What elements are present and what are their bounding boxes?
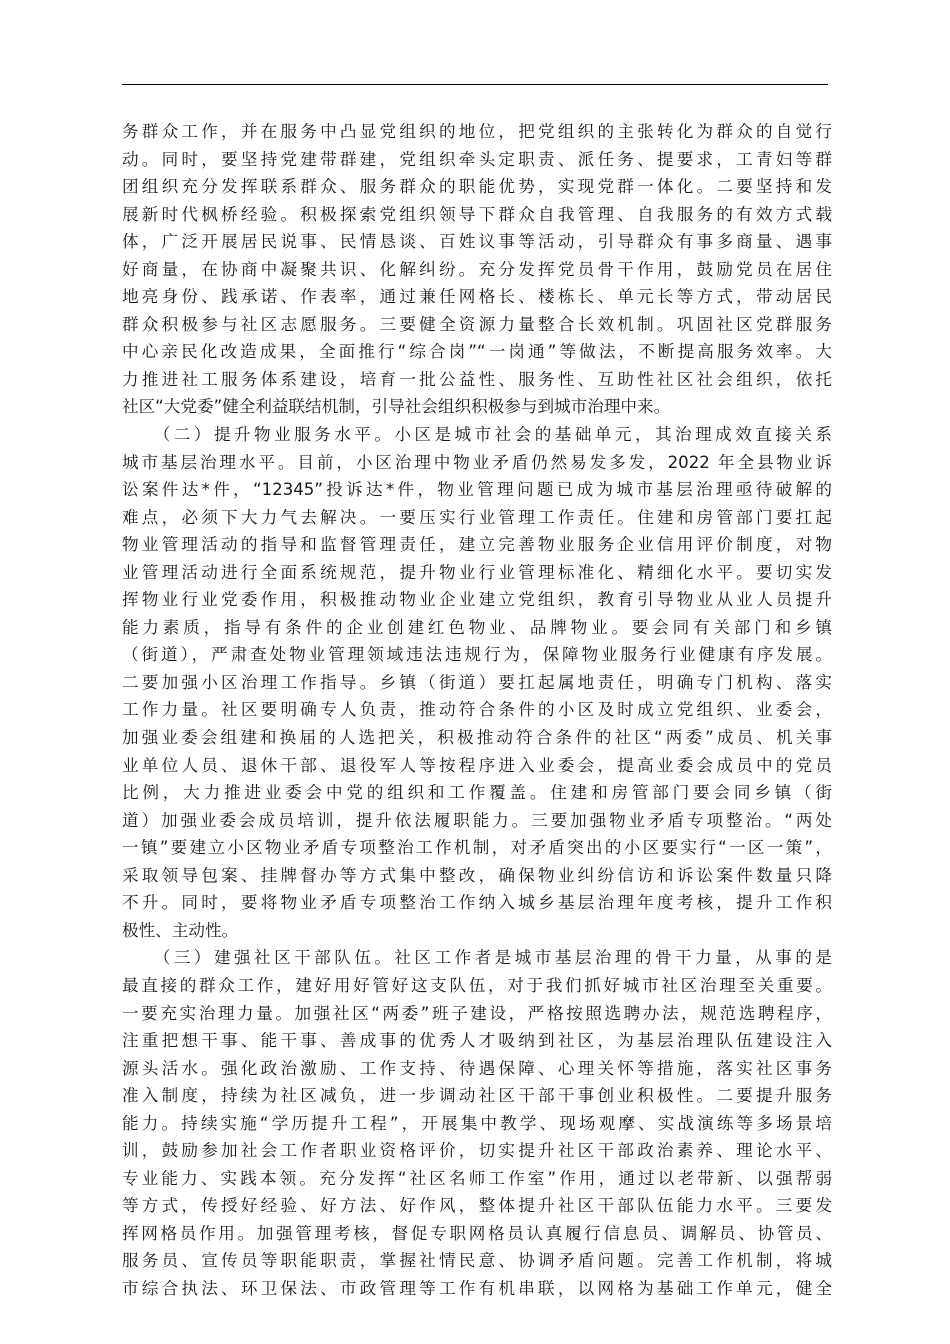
text-line: 不升。同时，要将物业矛盾专项整治工作纳入城乡基层治理年度考核，提升工作积 [122,893,832,913]
text-line: 服务员、宣传员等职能职责，掌握社情民意、协调矛盾问题。完善工作机制，将城 [122,1251,832,1271]
text-line: 展新时代枫桥经验。积极探索党组织领导下群众自我管理、自我服务的有效方式载 [122,204,832,224]
text-line: 能力素质，指导有条件的企业创建红色物业、品牌物业。要会同有关部门和乡镇 [122,617,832,637]
text-line: 准入制度，持续为社区减负，进一步调动社区干部干事创业积极性。二要提升服务 [122,1086,832,1106]
text-line: 最直接的群众工作，建好用好管好这支队伍，对于我们抓好城市社区治理至关重要。 [122,975,832,995]
text-line: 力推进社工服务体系建设，培育一批公益性、服务性、互助性社区社会组织，依托 [122,369,832,389]
text-line: 体，广泛开展居民说事、民情恳谈、百姓议事等活动，引导群众有事多商量、遇事 [122,232,832,252]
text-line: 团组织充分发挥联系群众、服务群众的职能优势，实现党群一体化。二要坚持和发 [122,177,832,197]
text-line: 能力。持续实施“学历提升工程”，开展集中教学、现场观摩、实战演练等多场景培 [122,1113,832,1133]
text-line: 等方式，传授好经验、好方法、好作风，整体提升社区干部队伍能力水平。三要发 [122,1196,832,1216]
text-line: 道）加强业委会成员培训，提升依法履职能力。三要加强物业矛盾专项整治。“两处 [122,810,832,830]
text-line: 专业能力、实践本领。充分发挥“社区名师工作室”作用，通过以老带新、以强帮弱 [122,1168,832,1188]
text-line: （街道），严肃查处物业管理领域违法违规行为，保障物业服务行业健康有序发展。 [122,645,832,665]
text-line: 二要加强小区治理工作指导。乡镇（街道）要扛起属地责任，明确专门机构、落实 [122,672,832,692]
text-line: 地亮身份、践承诺、作表率，通过兼任网格长、楼栋长、单元长等方式，带动居民 [122,287,832,307]
text-line: 训，鼓励参加社会工作者职业资格评价，切实提升社区干部政治素养、理论水平、 [122,1141,832,1161]
text-line: 动。同时，要坚持党建带群建，党组织牵头定职责、派任务、提要求，工青妇等群 [122,149,832,169]
text-line: 务群众工作，并在服务中凸显党组织的地位，把党组织的主张转化为群众的自觉行 [122,122,832,141]
header-rule [122,84,828,85]
text-line: 一镇”要建立小区物业矛盾专项整治工作机制，对矛盾突出的小区要实行“一区一策”， [122,838,832,858]
text-line: 好商量，在协商中凝聚共识、化解纠纷。充分发挥党员骨干作用，鼓励党员在居住 [122,259,832,279]
text-line: 加强业委会组建和换届的人选把关，积极推动符合条件的社区“两委”成员、机关事 [122,728,832,748]
text-line: （二）提升物业服务水平。小区是城市社会的基础单元，其治理成效直接关系 [122,425,832,445]
text-line: 一要充实治理力量。加强社区“两委”班子建设，严格按照选聘办法，规范选聘程序， [122,1003,832,1023]
text-line: 采取领导包案、挂牌督办等方式集中整改，确保物业纠纷信访和诉讼案件数量只降 [122,865,832,885]
text-line: 源头活水。强化政治激励、工作支持、待遇保障、心理关怀等措施，落实社区事务 [122,1058,832,1078]
text-line: 比例，大力推进业委会中党的组织和工作覆盖。住建和房管部门要会同乡镇（街 [122,783,832,803]
text-line: 业单位人员、退休干部、退役军人等按程序进入业委会，提高业委会成员中的党员 [122,755,832,775]
text-line: 业管理活动进行全面系统规范，提升物业行业管理标准化、精细化水平。要切实发 [122,562,832,582]
text-line: 难点，必须下大力气去解决。一要压实行业管理工作责任。住建和房管部门要扛起 [122,507,832,527]
text-line: 城市基层治理水平。目前，小区治理中物业矛盾仍然易发多发，2022 年全县物业诉 [122,452,832,472]
text-line: （三）建强社区干部队伍。社区工作者是城市基层治理的骨干力量，从事的是 [122,948,832,968]
text-line: 极性、主动性。 [122,920,239,940]
body-text [122,118,832,1303]
text-line: 群众积极参与社区志愿服务。三要健全资源力量整合长效机制。巩固社区党群服务 [122,314,832,334]
text-line: 注重把想干事、能干事、善成事的优秀人才吸纳到社区，为基层治理队伍建设注入 [122,1031,832,1051]
text-line: 挥网格员作用。加强管理考核，督促专职网格员认真履行信息员、调解员、协管员、 [122,1223,832,1243]
text-line: 工作力量。社区要明确专人负责，推动符合条件的小区及时成立党组织、业委会， [122,700,832,720]
text-line: 中心亲民化改造成果，全面推行“综合岗”“一岗通”等做法，不断提高服务效率。大 [122,342,832,362]
text-line: 讼案件达*件，“12345”投诉达*件，物业管理问题已成为城市基层治理亟待破解的 [122,480,832,500]
text-line: 社区“大党委”健全利益联结机制，引导社会组织积极参与到城市治理中来。 [122,397,671,417]
text-line: 市综合执法、环卫保法、市政管理等工作有机串联，以网格为基础工作单元，健全 [122,1278,832,1298]
text-line: 物业管理活动的指导和监督管理责任，建立完善物业服务企业信用评价制度，对物 [122,535,832,555]
text-line: 挥物业行业党委作用，积极推动物业企业建立党组织，教育引导物业从业人员提升 [122,590,832,610]
